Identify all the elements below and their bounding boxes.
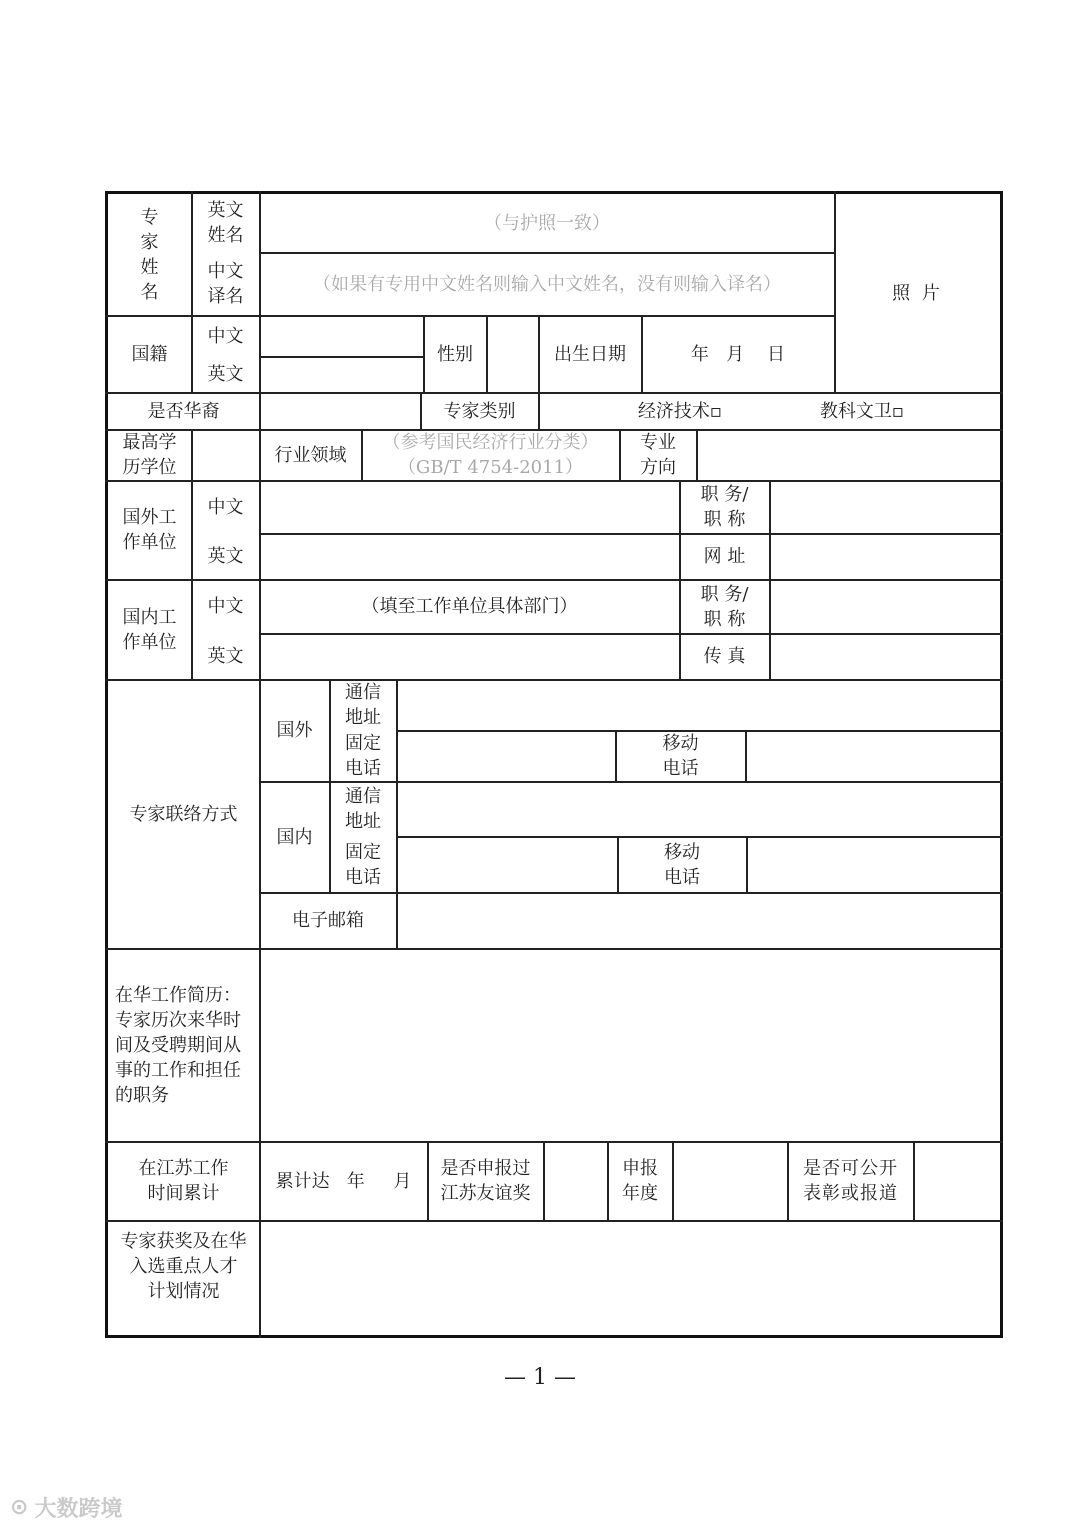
foreign-employer-chinese-label: 中文 <box>207 496 244 518</box>
fax-label: 传 真 <box>703 646 746 667</box>
overseas-chinese-label: 是否华裔 <box>147 400 220 422</box>
public-commend-label: 是否可公开 表彰或报道 <box>803 1158 898 1204</box>
foreign-employer-label: 国外工 作单位 <box>122 507 177 553</box>
cumulative-time-field[interactable]: 累计达 年 月 <box>275 1170 412 1192</box>
foreign-employer-english-label: 英文 <box>207 546 244 567</box>
industry-field-label: 行业领域 <box>274 444 347 466</box>
domestic-landline-label: 固定 电话 <box>345 841 381 888</box>
website-field[interactable] <box>770 534 1000 579</box>
work-history-label: 在华工作简历： 专家历次来华时 间及受聘期间从 事的工作和担任 的职务 <box>115 984 241 1106</box>
abroad-mobile-field[interactable] <box>746 731 1000 781</box>
nationality-label: 国籍 <box>131 343 168 365</box>
domestic-address-label: 通信 地址 <box>345 786 381 832</box>
work-history-field[interactable] <box>260 949 1000 1141</box>
abroad-mobile-label: 移动 电话 <box>662 733 699 779</box>
abroad-address-field[interactable] <box>397 680 1000 730</box>
contact-label: 专家联络方式 <box>129 803 238 825</box>
expert-name-label: 专 家 姓 名 <box>140 206 159 303</box>
english-name-field[interactable]: （与护照一致） <box>484 212 610 234</box>
watermark <box>10 1492 122 1523</box>
page-number: — 1 — <box>504 1365 576 1390</box>
highest-degree-field[interactable] <box>192 430 259 480</box>
domestic-label: 国内 <box>276 826 313 848</box>
domestic-address-field[interactable] <box>397 782 1000 836</box>
domestic-employer-chinese-field[interactable]: （填至工作单位具体部门） <box>361 596 578 617</box>
fax-field[interactable] <box>770 634 1000 679</box>
public-commend-field[interactable] <box>914 1142 1000 1220</box>
jiangsu-time-label: 在江苏工作 时间累计 <box>138 1158 229 1204</box>
col-line <box>538 392 540 429</box>
english-name-label: 英文 姓名 <box>207 200 244 246</box>
domestic-employer-label: 国内工 作单位 <box>122 606 177 653</box>
domestic-position-label: 职 务/ 职 称 <box>700 583 749 630</box>
email-label: 电子邮箱 <box>292 910 364 931</box>
domestic-mobile-field[interactable] <box>747 837 1000 892</box>
highest-degree-label: 最高学 历学位 <box>122 432 177 478</box>
domestic-employer-chinese-label: 中文 <box>207 596 244 617</box>
specialty-field[interactable] <box>697 430 1000 480</box>
website-label: 网 址 <box>703 546 746 567</box>
friendship-award-label: 是否申报过 江苏友谊奖 <box>440 1158 531 1204</box>
expert-category-label: 专家类别 <box>443 400 516 422</box>
nationality-chinese-label: 中文 <box>207 325 244 347</box>
category-education-checkbox[interactable]: 教科文卫▫ <box>819 400 905 422</box>
category-economic-checkbox[interactable]: 经济技术▫ <box>637 400 723 422</box>
nationality-english-label: 英文 <box>207 364 244 385</box>
abroad-landline-label: 固定 电话 <box>345 733 381 779</box>
abroad-address-label: 通信 地址 <box>345 682 381 728</box>
domestic-position-field[interactable] <box>770 580 1000 633</box>
abroad-label: 国外 <box>276 720 313 741</box>
nationality-chinese-field[interactable] <box>260 316 423 356</box>
chinese-name-label: 中文 译名 <box>207 261 244 307</box>
birth-date-label: 出生日期 <box>554 343 626 365</box>
abroad-landline-field[interactable] <box>397 731 615 781</box>
specialty-label: 专业 方向 <box>640 432 676 478</box>
declare-year-label: 申报 年度 <box>622 1158 658 1204</box>
domestic-employer-english-label: 英文 <box>207 646 244 667</box>
foreign-employer-chinese-field[interactable] <box>260 481 679 533</box>
awards-label: 专家获奖及在华 入选重点人才 计划情况 <box>120 1231 247 1302</box>
domestic-mobile-label: 移动 电话 <box>664 841 700 888</box>
awards-field[interactable] <box>260 1221 1000 1335</box>
domestic-employer-english-field[interactable] <box>260 634 679 679</box>
nationality-english-field[interactable] <box>260 357 423 392</box>
friendship-award-field[interactable] <box>544 1142 607 1220</box>
email-field[interactable] <box>397 893 1000 948</box>
photo-box[interactable]: 照 片 <box>892 282 943 304</box>
birth-date-field[interactable]: 年 月 日 <box>690 343 786 365</box>
watermark-logo-icon: ⊙ <box>10 1495 29 1520</box>
foreign-employer-english-field[interactable] <box>260 534 679 579</box>
domestic-landline-field[interactable] <box>397 837 617 892</box>
watermark-text: 大数跨境 <box>34 1497 123 1522</box>
chinese-name-field[interactable]: （如果有专用中文姓名则输入中文姓名，没有则输入译名） <box>313 273 781 295</box>
gender-label: 性别 <box>437 343 473 365</box>
industry-field-input[interactable]: （参考国民经济行业分类） （GB/T 4754-2011） <box>382 432 599 478</box>
gender-field[interactable] <box>487 316 538 392</box>
foreign-position-field[interactable] <box>770 481 1000 533</box>
overseas-chinese-field[interactable] <box>260 393 420 429</box>
declare-year-field[interactable] <box>673 1142 787 1220</box>
foreign-position-label: 职 务/ 职 称 <box>700 484 749 530</box>
